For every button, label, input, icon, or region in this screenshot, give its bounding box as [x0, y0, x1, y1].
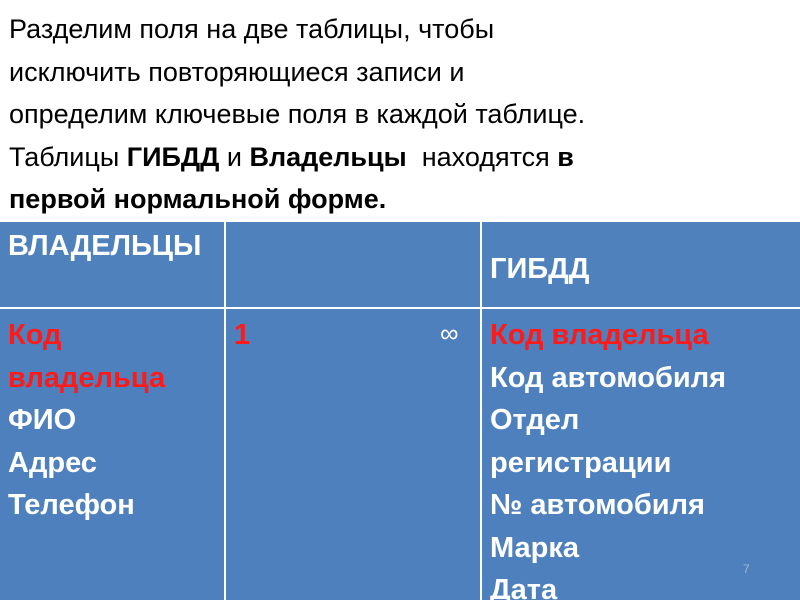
relation-many-symbol: ∞: [440, 318, 459, 348]
intro-text-bold: в: [557, 141, 574, 172]
relation-one-label: 1: [234, 319, 251, 351]
relation-cell: [226, 311, 480, 600]
owners-fields-cell: [0, 311, 224, 600]
intro-text-part: находятся: [406, 141, 558, 172]
owners-field: ФИО: [8, 404, 77, 436]
owners-field: Телефон: [8, 489, 135, 521]
gibdd-field: Код автомобиля: [490, 361, 727, 394]
intro-line: Разделим поля на две таблицы, чтобы: [9, 14, 495, 44]
owners-field: Адрес: [8, 446, 97, 479]
intro-text-part: Таблицы: [9, 141, 127, 172]
intro-line: определим ключевые поля в каждой таблице.: [9, 99, 586, 129]
page-number: 7: [743, 562, 750, 576]
gibdd-header-cell: [482, 222, 800, 309]
owners-header-cell: [0, 222, 224, 309]
gibdd-key-field: Код владельца: [490, 319, 709, 351]
middle-header-cell: [226, 222, 480, 309]
table-name-gibdd: ГИБДД: [126, 141, 220, 172]
gibdd-fields-cell: [482, 311, 800, 606]
intro-line: [9, 178, 794, 221]
intro-text-part: и: [219, 141, 250, 172]
gibdd-field: Марка: [490, 531, 579, 564]
schema-table: [0, 222, 800, 606]
owners-header: ВЛАДЕЛЬЦЫ: [8, 230, 202, 262]
owners-key-field: Код владельца: [8, 319, 166, 394]
gibdd-field: Отдел регистрации: [490, 404, 672, 479]
intro-text: [9, 8, 794, 221]
intro-text-bold: первой нормальной форме.: [9, 184, 387, 214]
intro-line: исключить повторяющиеся записи и: [9, 56, 465, 87]
column-divider: [224, 222, 226, 600]
gibdd-field: № автомобиля: [490, 489, 705, 521]
column-divider: [480, 222, 482, 600]
intro-line: [9, 136, 794, 179]
gibdd-header: ГИБДД: [490, 253, 590, 285]
table-name-owners: Владельцы: [249, 141, 407, 172]
gibdd-field-list: [490, 314, 730, 612]
gibdd-field: Дата: [490, 574, 558, 606]
owners-field-list: [8, 314, 218, 527]
